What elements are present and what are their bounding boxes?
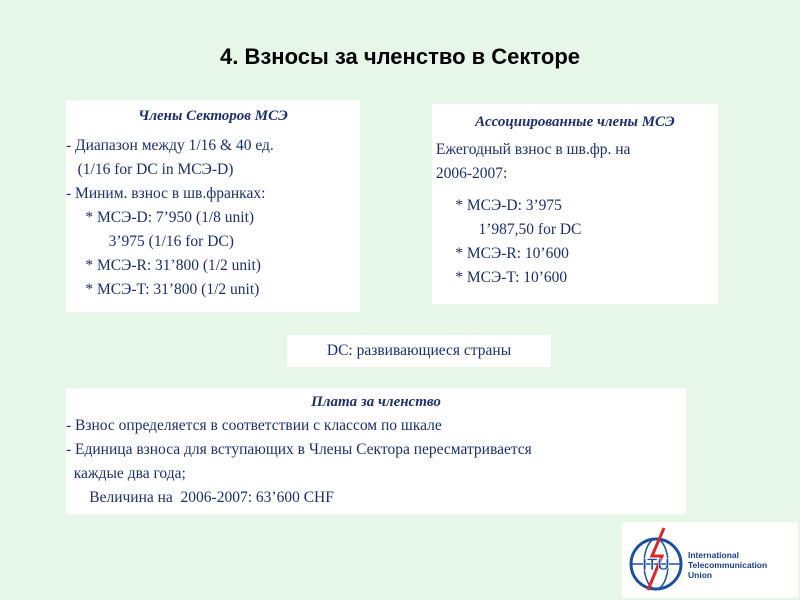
itu-emblem-icon (626, 526, 690, 594)
itu-logo-line: International (688, 550, 740, 560)
sector-members-line: * МСЭ-T: 31’800 (1/2 unit) (66, 281, 260, 298)
page-title: 4. Взносы за членство в Секторе (220, 44, 580, 69)
associates-box (432, 104, 718, 304)
membership-fee-heading: Плата за членство (311, 394, 441, 410)
associates-heading: Ассоциированные члены МСЭ (475, 114, 675, 130)
membership-fee-box (66, 388, 686, 514)
associates-line: Ежегодный взнос в шв.фр. на (432, 141, 631, 158)
itu-logo-text (688, 550, 767, 580)
itu-logo-line: Telecommunication (688, 560, 768, 570)
associates-line: 2006-2007: (432, 165, 508, 182)
itu-logo (622, 522, 798, 598)
dc-note-box (287, 335, 551, 367)
sector-members-line: - Диапазон между 1/16 & 40 ед. (66, 137, 274, 154)
sector-members-line: 3’975 (1/16 for DC) (66, 233, 234, 250)
membership-fee-line: - Единица взноса для вступающих в Члены Сектора пересматривается (66, 441, 532, 458)
dc-note: DC: развивающиеся страны (326, 342, 512, 359)
sector-members-line: * МСЭ-D: 7’950 (1/8 unit) (66, 209, 255, 226)
membership-fee-line: - Взнос определяется в соответствии с классом по шкале (66, 417, 442, 434)
itu-logo-line: Union (688, 570, 713, 580)
associates-rate: * МСЭ-D: 3’975 (432, 197, 562, 214)
sector-members-heading: Члены Секторов МСЭ (138, 108, 288, 124)
associates-rate: * МСЭ-T: 10’600 (432, 269, 568, 286)
sector-members-line: - Миним. взнос в шв.франках: (66, 185, 266, 202)
sector-members-line: (1/16 for DC in МСЭ-D) (66, 161, 234, 178)
associates-rate: 1’987,50 for DC (432, 221, 582, 238)
itu-mark: ITU (642, 555, 670, 574)
membership-fee-line: Величина на 2006-2007: 63’600 CHF (66, 489, 334, 506)
sector-members-line: * МСЭ-R: 31’800 (1/2 unit) (66, 257, 261, 274)
sector-members-box (66, 100, 360, 312)
membership-fee-line: каждые два года; (66, 465, 186, 482)
associates-rate: * МСЭ-R: 10’600 (432, 245, 569, 262)
